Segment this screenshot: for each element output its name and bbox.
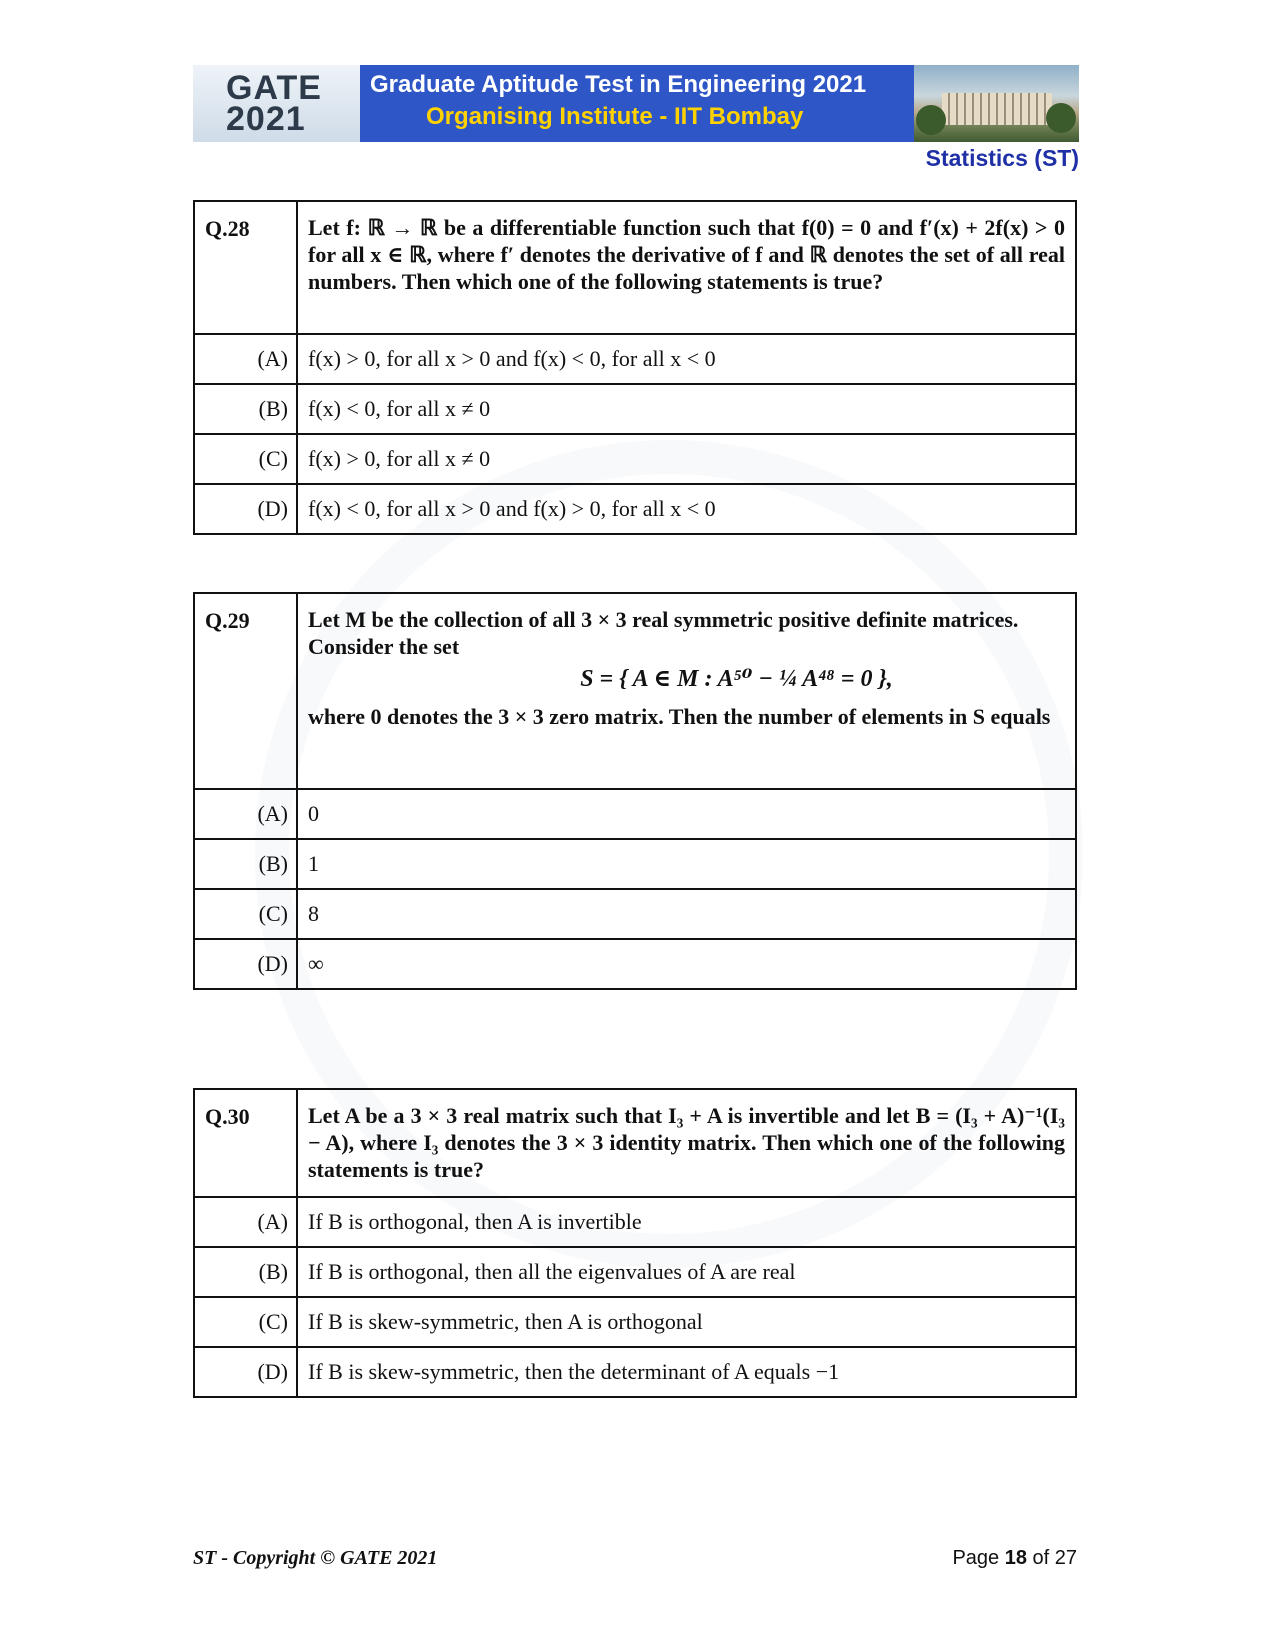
option-label: (D) <box>194 1347 297 1397</box>
option-text: If B is skew-symmetric, then the determinant of A equals −1 <box>297 1347 1076 1397</box>
option-text: If B is skew-symmetric, then A is orthogonal <box>297 1297 1076 1347</box>
option-label: (B) <box>194 384 297 434</box>
question-table-30 <box>193 1088 1077 1398</box>
option-label: (D) <box>194 484 297 534</box>
question-text-continued: where 0 denotes the 3 × 3 zero matrix. Then the number of elements in S equals <box>308 704 1051 729</box>
option-label: (A) <box>194 789 297 839</box>
option-label: (B) <box>194 839 297 889</box>
gate-logo <box>193 65 360 142</box>
campus-photo <box>914 65 1079 142</box>
option-text: If B is orthogonal, then A is invertible <box>297 1197 1076 1247</box>
question-text: Let f: ℝ → ℝ be a differentiable function such that f(0) = 0 and f′(x) + 2f(x) > 0 for all x ∈ ℝ, where f′ denotes the derivative of f and ℝ denotes the set of all real numbers. Then which one of the following statements is true? <box>297 201 1076 334</box>
option-label: (A) <box>194 334 297 384</box>
logo-line1: GATE <box>226 69 322 107</box>
header-banner <box>193 65 1079 142</box>
option-row[interactable] <box>194 939 1076 989</box>
tree-image <box>916 105 946 135</box>
tree-image <box>1046 103 1076 133</box>
option-text: f(x) > 0, for all x > 0 and f(x) < 0, for all x < 0 <box>297 334 1076 384</box>
logo-line2: 2021 <box>226 100 306 138</box>
option-text: f(x) > 0, for all x ≠ 0 <box>297 434 1076 484</box>
option-text: 1 <box>297 839 1076 889</box>
option-label: (C) <box>194 1297 297 1347</box>
option-row[interactable] <box>194 1197 1076 1247</box>
question-table-29 <box>193 592 1077 990</box>
page-number: 18 <box>1004 1547 1027 1569</box>
question-text: Let M be the collection of all 3 × 3 real symmetric positive definite matrices. Consider the set <box>308 607 1019 659</box>
option-label: (C) <box>194 889 297 939</box>
option-text: If B is orthogonal, then all the eigenvalues of A are real <box>297 1247 1076 1297</box>
header-title-box <box>360 65 914 142</box>
question-text: Let A be a 3 × 3 real matrix such that I₃ + A is invertible and let B = (I₃ + A)⁻¹(I₃ − A), where I₃ denotes the 3 × 3 identity matrix. Then which one of the following statements is true? <box>297 1089 1076 1197</box>
subject-label: Statistics (ST) <box>925 145 1079 171</box>
option-text: f(x) < 0, for all x ≠ 0 <box>297 384 1076 434</box>
copyright-footer: ST - Copyright © GATE 2021 <box>193 1547 438 1569</box>
option-row[interactable] <box>194 789 1076 839</box>
question-number: Q.28 <box>194 201 297 334</box>
question-table-28 <box>193 200 1077 535</box>
option-text: f(x) < 0, for all x > 0 and f(x) > 0, for all x < 0 <box>297 484 1076 534</box>
option-label: (D) <box>194 939 297 989</box>
set-equation: S = { A ∈ M : A⁵⁰ − ¼ A⁴⁸ = 0 }, <box>580 666 893 692</box>
option-label: (A) <box>194 1197 297 1247</box>
option-row[interactable] <box>194 839 1076 889</box>
option-label: (C) <box>194 434 297 484</box>
page-suffix: of 27 <box>1026 1547 1077 1569</box>
option-row[interactable] <box>194 434 1076 484</box>
building-image <box>942 93 1052 125</box>
page-prefix: Page <box>952 1547 1005 1569</box>
exam-title: Graduate Aptitude Test in Engineering 2021 <box>370 71 867 98</box>
option-row[interactable] <box>194 1297 1076 1347</box>
question-number: Q.29 <box>194 593 297 789</box>
question-body <box>297 593 1076 789</box>
option-row[interactable] <box>194 1247 1076 1297</box>
option-row[interactable] <box>194 889 1076 939</box>
organiser-line: Organising Institute - IIT Bombay <box>426 103 804 130</box>
option-row[interactable] <box>194 484 1076 534</box>
page-indicator <box>952 1547 1077 1570</box>
option-row[interactable] <box>194 384 1076 434</box>
option-text: 8 <box>297 889 1076 939</box>
option-text: 0 <box>297 789 1076 839</box>
option-label: (B) <box>194 1247 297 1297</box>
option-row[interactable] <box>194 334 1076 384</box>
question-number: Q.30 <box>194 1089 297 1197</box>
option-text: ∞ <box>297 939 1076 989</box>
option-row[interactable] <box>194 1347 1076 1397</box>
